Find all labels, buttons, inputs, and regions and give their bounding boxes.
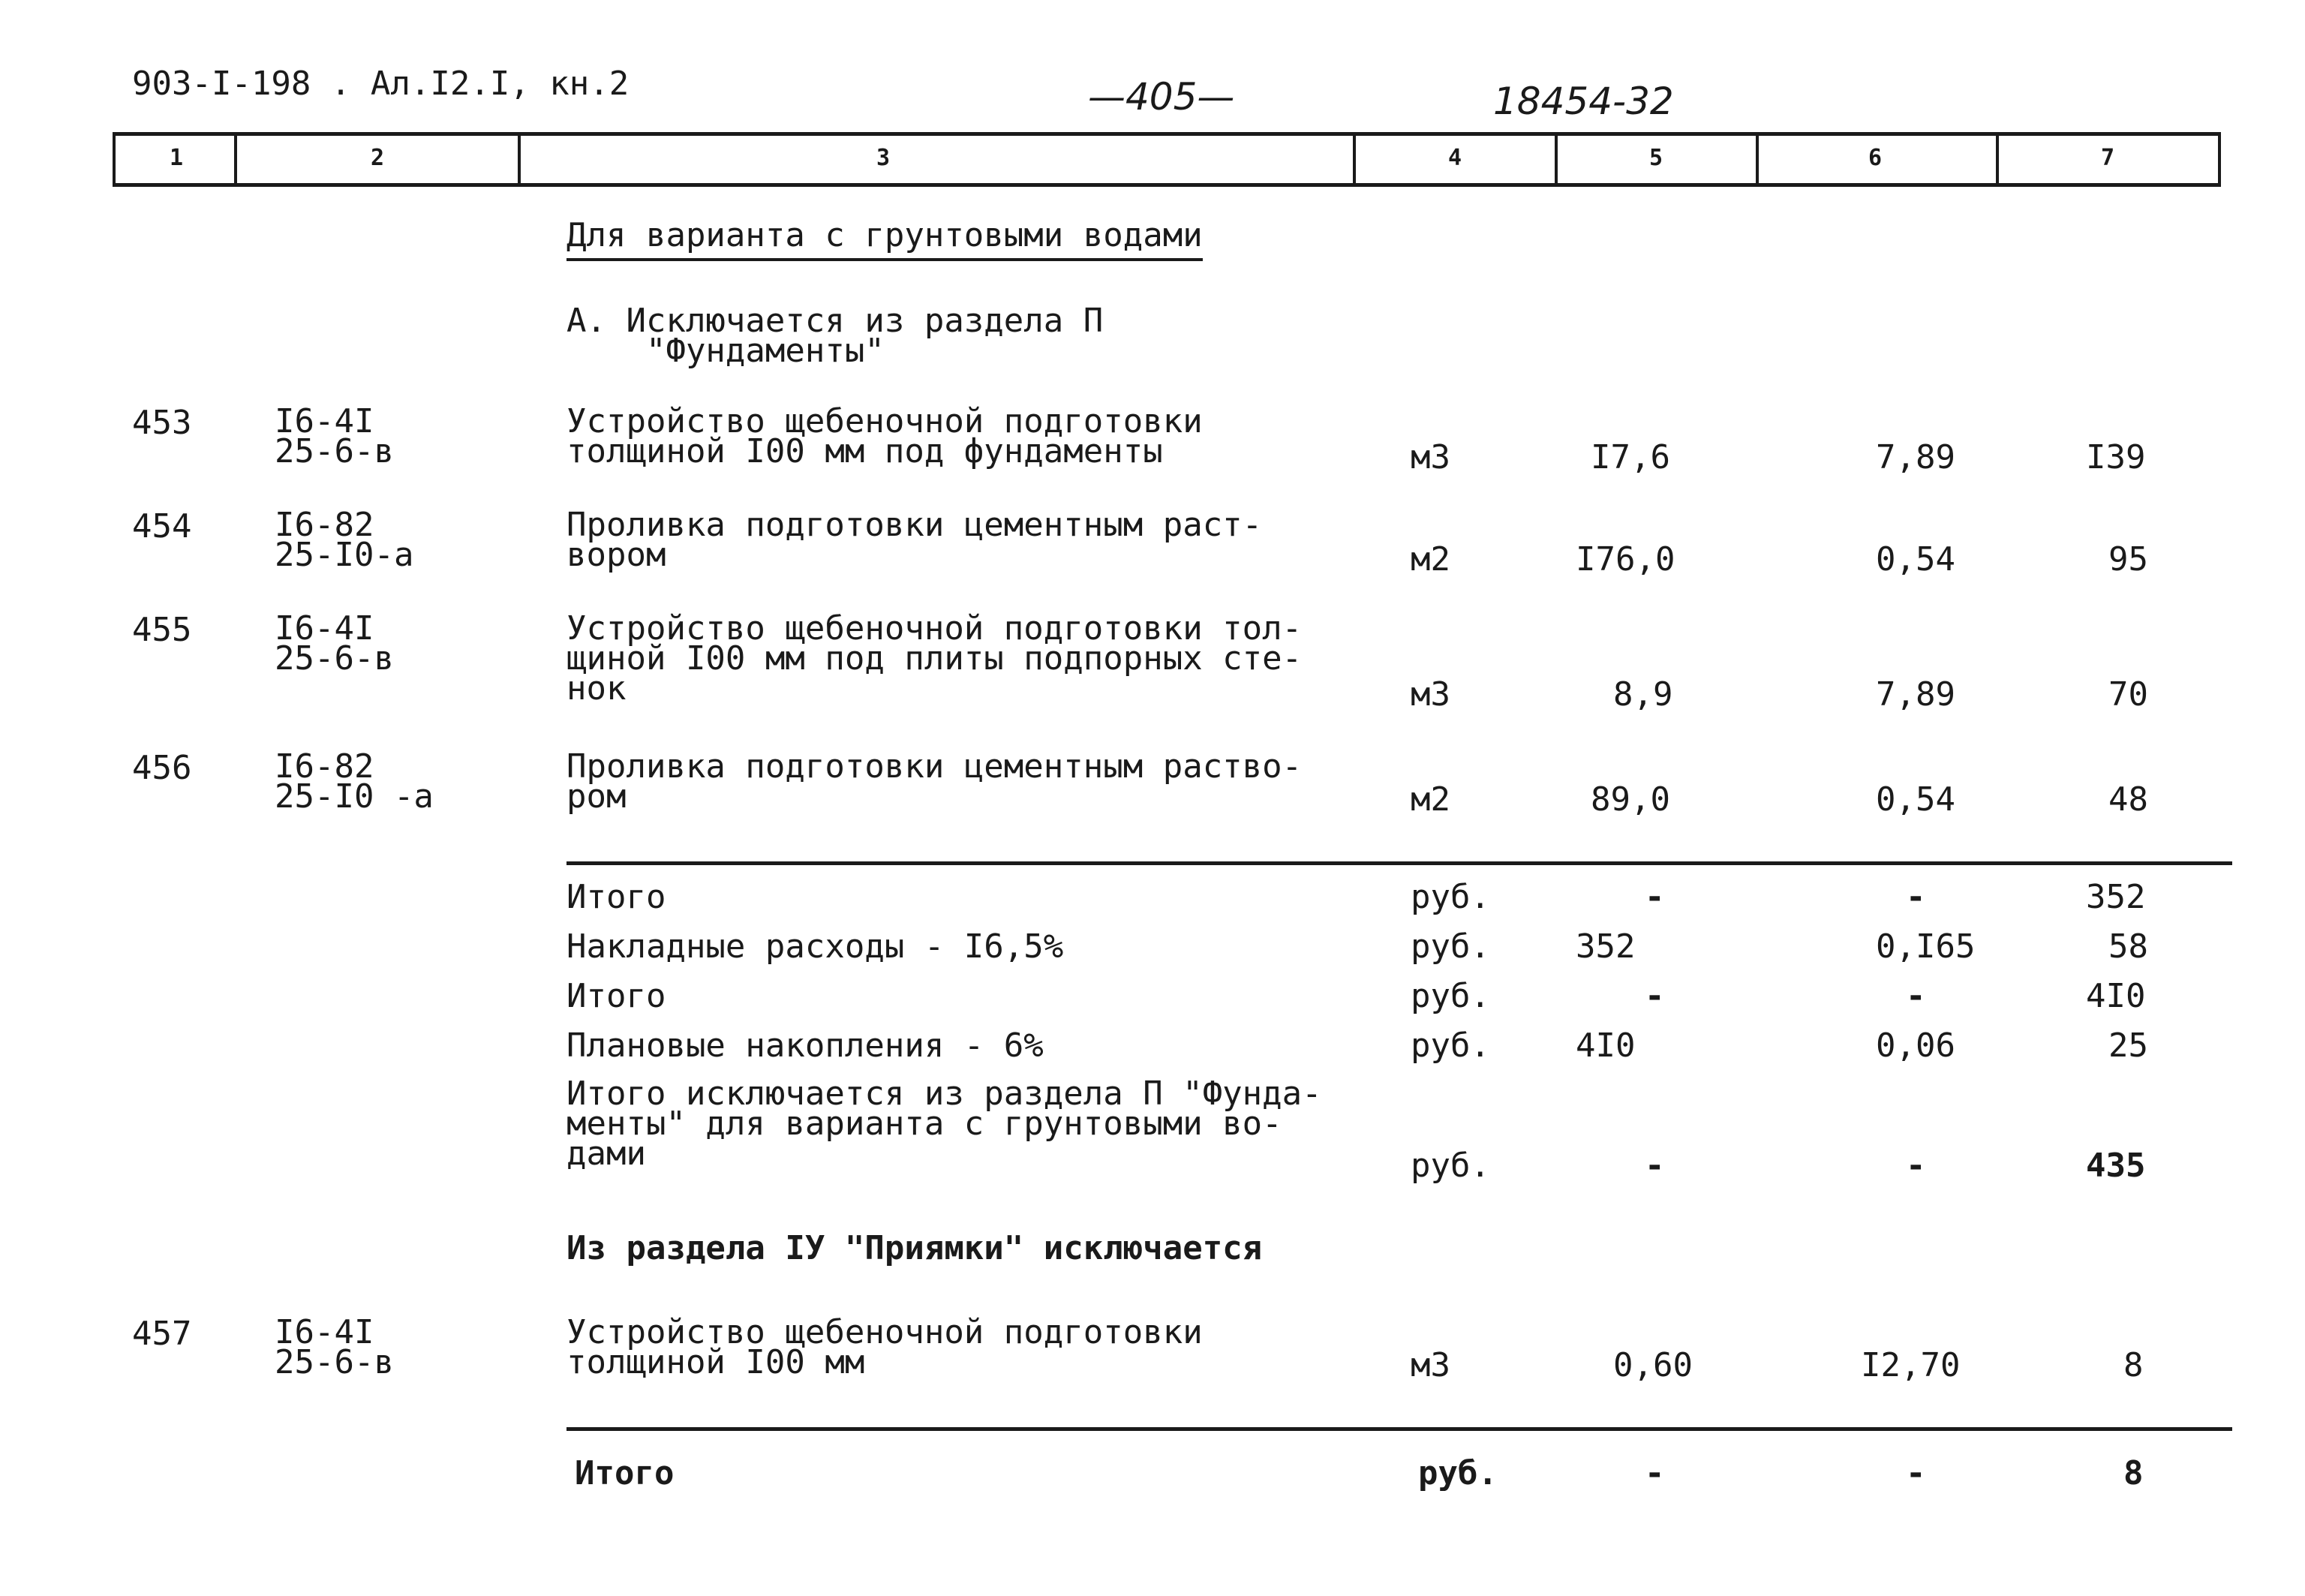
final-label: Итого [575, 1454, 675, 1492]
col-header-2: 2 [371, 145, 385, 171]
header-top-rule [113, 132, 2221, 136]
summary-unit: руб. [1411, 878, 1490, 916]
rate-code: I6-4I 25-6-в [275, 1313, 394, 1381]
work-description: Устройство щебеночной подготовки толщиной I00 мм [566, 1313, 1203, 1381]
summary-quantity: - [1645, 977, 1665, 1015]
col-divider [234, 132, 237, 187]
row-total: 48 [2108, 780, 2148, 819]
inventory-number: 18454-32 [1493, 80, 1674, 123]
col-divider [518, 132, 521, 187]
unit: м3 [1411, 1346, 1450, 1384]
final-rule [566, 1427, 2232, 1431]
summary-label: Итого [566, 878, 666, 916]
col-divider [113, 132, 116, 187]
summary-unit: руб. [1411, 927, 1490, 966]
work-description: Устройство щебеночной подготовки толщиной I00 мм под фундаменты [566, 402, 1203, 470]
final-price: - [1906, 1454, 1926, 1492]
summary-label: Накладные расходы - I6,5% [566, 927, 1064, 966]
quantity: I7,6 [1591, 438, 1670, 476]
header-bottom-rule [113, 183, 2221, 187]
subsection-heading: А. Исключается из раздела П "Фундаменты" [566, 302, 1104, 370]
section-title: Для варианта с грунтовыми водами [566, 219, 1203, 261]
summary-total: 435 [2086, 1147, 2146, 1185]
row-total: 70 [2108, 675, 2148, 714]
col-divider [1756, 132, 1759, 187]
summary-quantity: - [1645, 878, 1665, 916]
work-description: Проливка подготовки цементным раство- ром [566, 747, 1303, 816]
final-quantity: - [1645, 1454, 1665, 1492]
document-code: 903-I-198 . Ал.I2.I, кн.2 [132, 65, 630, 103]
unit: м3 [1411, 675, 1450, 714]
summary-quantity: 4I0 [1576, 1026, 1636, 1065]
row-total: 95 [2108, 540, 2148, 579]
col-divider [1996, 132, 1999, 187]
summary-price: 0,I65 [1876, 927, 1976, 966]
summary-total: 352 [2086, 878, 2146, 916]
final-unit: руб. [1418, 1454, 1498, 1492]
summary-price: - [1906, 977, 1926, 1015]
rate-code: I6-4I 25-6-в [275, 402, 394, 470]
row-number: 455 [132, 611, 192, 649]
row-number: 457 [132, 1315, 192, 1353]
rate-code: I6-4I 25-6-в [275, 609, 394, 678]
work-description: Устройство щебеночной подготовки тол- щиной I00 мм под плиты подпорных сте- нок [566, 609, 1303, 708]
summary-price: - [1906, 1147, 1926, 1185]
rate-code: I6-82 25-I0 -а [275, 747, 434, 816]
summary-label: Плановые накопления - 6% [566, 1026, 1044, 1065]
summary-quantity: 352 [1576, 927, 1636, 966]
summary-total: 58 [2108, 927, 2148, 966]
unit-price: I2,70 [1861, 1346, 1961, 1384]
unit: м2 [1411, 780, 1450, 819]
col-header-6: 6 [1868, 145, 1883, 171]
row-number: 454 [132, 507, 192, 546]
col-header-3: 3 [876, 145, 891, 171]
final-total: 8 [2123, 1454, 2144, 1492]
unit: м2 [1411, 540, 1450, 579]
summary-price: 0,06 [1876, 1026, 1955, 1065]
col-header-7: 7 [2101, 145, 2115, 171]
quantity: 89,0 [1591, 780, 1670, 819]
summary-unit: руб. [1411, 977, 1490, 1015]
summary-total: 4I0 [2086, 977, 2146, 1015]
row-total: I39 [2086, 438, 2146, 476]
row-number: 456 [132, 749, 192, 787]
unit: м3 [1411, 438, 1450, 476]
quantity: 8,9 [1613, 675, 1673, 714]
summary-label: Итого [566, 977, 666, 1015]
summary-price: - [1906, 878, 1926, 916]
col-header-1: 1 [170, 145, 184, 171]
page-number: —405— [1088, 75, 1235, 119]
col-divider [1353, 132, 1356, 187]
unit-price: 7,89 [1876, 675, 1955, 714]
unit-price: 7,89 [1876, 438, 1955, 476]
unit-price: 0,54 [1876, 780, 1955, 819]
col-header-4: 4 [1448, 145, 1462, 171]
unit-price: 0,54 [1876, 540, 1955, 579]
summary-quantity: - [1645, 1147, 1665, 1185]
summary-label: Итого исключается из раздела П "Фунда- менты" для варианта с грунтовыми во- дами [566, 1075, 1322, 1173]
row-number: 453 [132, 404, 192, 442]
summary-unit: руб. [1411, 1147, 1490, 1185]
quantity: 0,60 [1613, 1346, 1693, 1384]
work-description: Проливка подготовки цементным раст- вором [566, 506, 1263, 574]
summary-total: 25 [2108, 1026, 2148, 1065]
quantity: I76,0 [1576, 540, 1675, 579]
col-divider [2218, 132, 2221, 187]
summary-rule [566, 861, 2232, 865]
col-header-5: 5 [1649, 145, 1663, 171]
rate-code: I6-82 25-I0-а [275, 506, 414, 574]
summary-unit: руб. [1411, 1026, 1490, 1065]
col-divider [1555, 132, 1558, 187]
row-total: 8 [2123, 1346, 2144, 1384]
subsection-heading: Из раздела IУ "Приямки" исключается [566, 1229, 1263, 1267]
